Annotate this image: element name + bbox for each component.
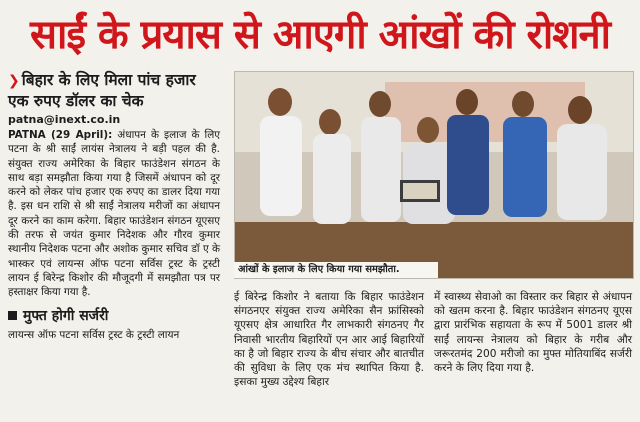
reporter-email: patna@inext.co.in <box>8 113 121 126</box>
news-photo <box>234 71 634 279</box>
middle-column: ई बिरेन्द्र किशोर ने बताया कि बिहार फाउंडेशन संगठनएर संयुक्त राज्य अमेरिका सैन फ्रांसिस्को यूएसए क्षेत्र आधारित गैर लाभकारी संगठनए गैर निवासी भारतीय बिहारियों एन आर आई बिहारियों का है जो बिहार राज्य के बीच संचार और बातचीत की सुविधा के लिए एक मंच स्थापित किया है. इसका मुख्य उद्देश्य बिहार <box>234 291 424 389</box>
article-paragraph-2-start: लायन्स ऑफ पटना सर्विस ट्रस्ट के ट्रस्टी लायन <box>8 328 180 341</box>
subheadline <box>8 70 220 111</box>
left-column <box>8 70 220 342</box>
subheadline-2 <box>8 306 220 325</box>
paragraph-1-text: अंधापन के इलाज के लिए पटना के श्री साईं लायंस नेत्रालय ने बड़ी पहल की है. संयुक्त राज्य अमेरिका के बिहार फाउंडेशन संगठन के साथ बड़ा समझौता किया गया है जिसमें अंधापन को दूर करने को लेकर पांच हजार एक रुपए का डालर दिया गया है. इस धन राशि से श्री साईं नेत्रालय मरीजों का अंधापन दूर करने का काम करेगा. बिहार फाउंडेशन संगठन यूएसए की तरफ से जयंत कुमार निदेशक और गौरव कुमार स्थानीय निदेशक पटना और अशोक कुमार सचिव डॉ ए के भास्कर एवं लायन्स ऑफ पटना सर्विस ट्रस्ट के ट्रस्टी लायन ई बिरेन्द्र किशोर की मौजूदगी में समझौता पत्र पर हस्ताक्षर किया गया है. <box>8 129 221 299</box>
right-column: में स्वास्थ्य सेवाओ का विस्तार कर बिहार से अंधापन को खतम करना है. बिहार फाउंडेशन संगठनए यूएस द्वारा प्रारंभिक सहायता के रूप में 5001 डालर श्री साईं लायन्स नेत्रालय को बिहार के गरीब और जरूरतमंद 200 मरीजो का मुफ्त मोतियाबिंद सर्जरी करने के लिए दिया गया है. <box>434 291 632 375</box>
subheadline-2-text: मुफ्त होगी सर्जरी <box>23 307 109 324</box>
article-paragraph-1 <box>8 128 220 300</box>
bullet-square-icon <box>8 311 17 320</box>
subheadline-text: बिहार के लिए मिला पांच हजार एक रुपए डॉलर का चेक <box>8 71 196 110</box>
photo-caption: आंखों के इलाज के लिए किया गया समझौता. <box>234 262 438 278</box>
dateline: PATNA (29 April): <box>8 129 113 141</box>
headline: साईं के प्रयास से आएगी आंखों की रोशनी <box>29 11 611 58</box>
group-photo-illustration <box>235 72 633 278</box>
arrow-icon: ❯ <box>8 73 20 89</box>
